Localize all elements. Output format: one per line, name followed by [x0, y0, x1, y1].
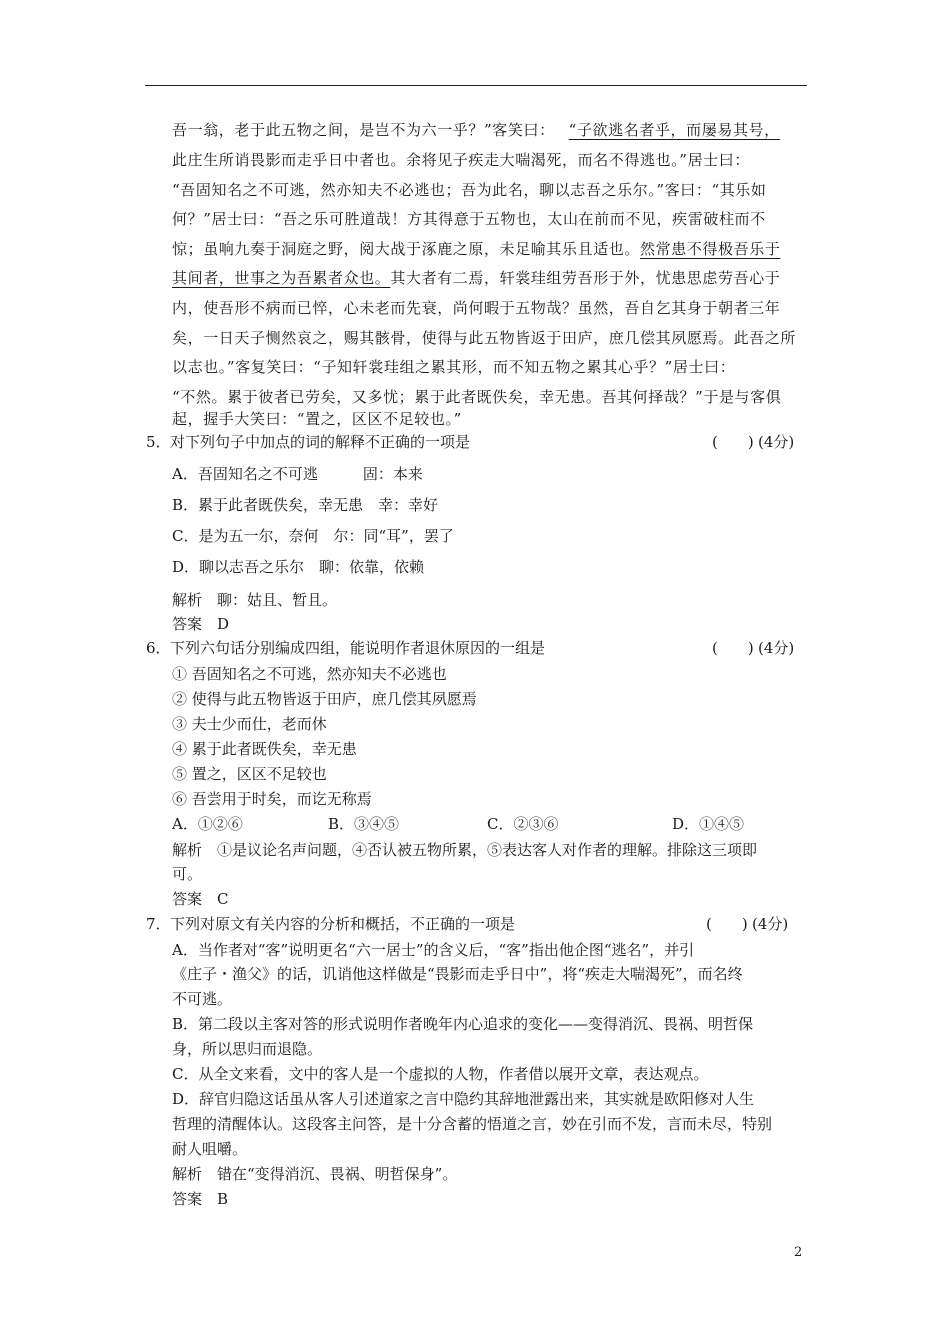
- option-a: A．①②⑥: [172, 815, 243, 833]
- option-c: C．从全文来看，文中的客人是一个虚拟的人物，作者借以展开文章，表达观点。: [172, 1065, 709, 1083]
- option-d: D．①④⑤: [672, 815, 745, 833]
- option-d-cont: 耐人咀嚼。: [172, 1140, 248, 1158]
- sentence-4: ④ 累于此者既佚矣，幸无患: [172, 740, 357, 758]
- passage-line: [172, 120, 780, 140]
- option-b-cont: 身，所以思归而退隐。: [172, 1040, 323, 1058]
- option-b: B．③④⑤: [328, 815, 400, 833]
- underlined-text: “子欲逃名者乎，而屡易其号，: [568, 121, 780, 139]
- page-number: 2: [794, 1245, 803, 1260]
- answer-blank: ( ): [712, 639, 754, 657]
- passage-text: 吾一翁，老于此五物之间，是岂不为六一乎？”客笑曰：: [172, 121, 555, 139]
- passage-line: 此庄生所诮畏影而走乎日中者也。余将见子疾走大喘渴死，而名不得逃也。”居士曰：: [172, 151, 750, 169]
- passage-text: 其大者有二焉，轩裳珪组劳吾形于外，忧患思虑劳吾心于: [390, 269, 781, 287]
- passage-line: “吾固知名之不可逃，然亦知夫不必逃也；吾为此名，聊以志吾之乐尔。”客曰：“其乐如: [172, 181, 767, 199]
- score-label: (4分): [758, 433, 795, 451]
- option-a-cont: 不可逃。: [172, 990, 233, 1008]
- option-d-cont: 哲理的清醒体认。这段客主问答，是十分含蓄的悟道之言，妙在引而不发，言而未尽，特别: [172, 1115, 773, 1133]
- question-6-stem: 6．下列六句话分别编成四组，能说明作者退休原因的一组是: [146, 639, 546, 657]
- passage-line: “不然。累于彼者已劳矣，又多忧；累于此者既佚矣，幸无患。吾其何择哉？”于是与客俱: [172, 388, 782, 406]
- option-b: B．第二段以主客对答的形式说明作者晚年内心追求的变化——变得消沉、畏祸、明哲保: [172, 1015, 754, 1033]
- answer: 答案 D: [172, 615, 230, 633]
- option-a: A．当作者对“客”说明更名“六一居士”的含义后，“客”指出他企图“逃名”，并引: [172, 941, 695, 959]
- sentence-5: ⑤ 置之，区区不足较也: [172, 765, 327, 783]
- sentence-1: ① 吾固知名之不可逃，然亦知夫不必逃也: [172, 665, 447, 683]
- passage-text: 惊；虽响九奏于洞庭之野，阅大战于涿鹿之原，未足喻其乐且适也。: [172, 240, 641, 258]
- option-b: B．累于此者既佚矣，幸无患 幸：幸好: [172, 496, 439, 514]
- underlined-text: 然常患不得极吾乐于: [640, 240, 781, 258]
- score-label: (4分): [758, 639, 795, 657]
- passage-line: [172, 239, 780, 259]
- answer: 答案 B: [172, 1190, 229, 1208]
- passage-line: [172, 268, 780, 288]
- answer: 答案 C: [172, 890, 229, 908]
- analysis: 解析 ①是议论名声问题，④否认被五物所累，⑤表达客人对作者的理解。排除这三项即: [172, 841, 758, 859]
- header-rule: [145, 85, 807, 86]
- passage-line: 以志也。”客复笑曰：“子知轩裳珪组之累其形，而不知五物之累其心乎？”居士曰：: [172, 358, 736, 376]
- passage-line: 何？”居士曰：“吾之乐可胜道哉！方其得意于五物也，太山在前而不见，疾雷破柱而不: [172, 210, 766, 228]
- question-5-stem: 5．对下列句子中加点的词的解释不正确的一项是: [146, 433, 471, 451]
- answer-blank: ( ): [712, 433, 754, 451]
- sentence-6: ⑥ 吾尝用于时矣，而讫无称焉: [172, 790, 372, 808]
- analysis-cont: 可。: [172, 865, 203, 883]
- passage-line: 起，握手大笑曰：“置之，区区不足较也。”: [172, 410, 462, 428]
- option-a: A．吾固知名之不可逃 固：本来: [172, 465, 423, 483]
- passage-line: 内，使吾形不病而已悴，心未老而先衰，尚何暇于五物哉？虽然，吾自乞其身于朝者三年: [172, 299, 781, 317]
- underlined-text: 其间者，世事之为吾累者众也。: [172, 269, 391, 287]
- score-label: (4分): [752, 915, 789, 933]
- sentence-3: ③ 夫士少而仕，老而休: [172, 715, 327, 733]
- option-c: C．是为五一尔，奈何 尔：同“耳”，罢了: [172, 527, 454, 545]
- sentence-2: ② 使得与此五物皆返于田庐，庶几偿其夙愿焉: [172, 690, 477, 708]
- option-a-cont: 《庄子・渔父》的话，讥诮他这样做是“畏影而走乎日中”，将“疾走大喘渴死”，而名终: [172, 965, 743, 983]
- analysis: 解析 聊：姑且、暂且。: [172, 591, 338, 609]
- option-c: C．②③⑥: [487, 815, 559, 833]
- option-d: D．辞官归隐这话虽从客人引述道家之言中隐约其辞地泄露出来，其实就是欧阳修对人生: [172, 1090, 755, 1108]
- analysis: 解析 错在“变得消沉、畏祸、明哲保身”。: [172, 1165, 458, 1183]
- answer-blank: ( ): [706, 915, 748, 933]
- option-d: D．聊以志吾之乐尔 聊：依靠，依赖: [172, 558, 425, 576]
- question-7-stem: 7．下列对原文有关内容的分析和概括，不正确的一项是: [146, 915, 516, 933]
- passage-line: 矣，一日天子恻然哀之，赐其骸骨，使得与此五物皆返于田庐，庶几偿其夙愿焉。此吾之所: [172, 329, 797, 347]
